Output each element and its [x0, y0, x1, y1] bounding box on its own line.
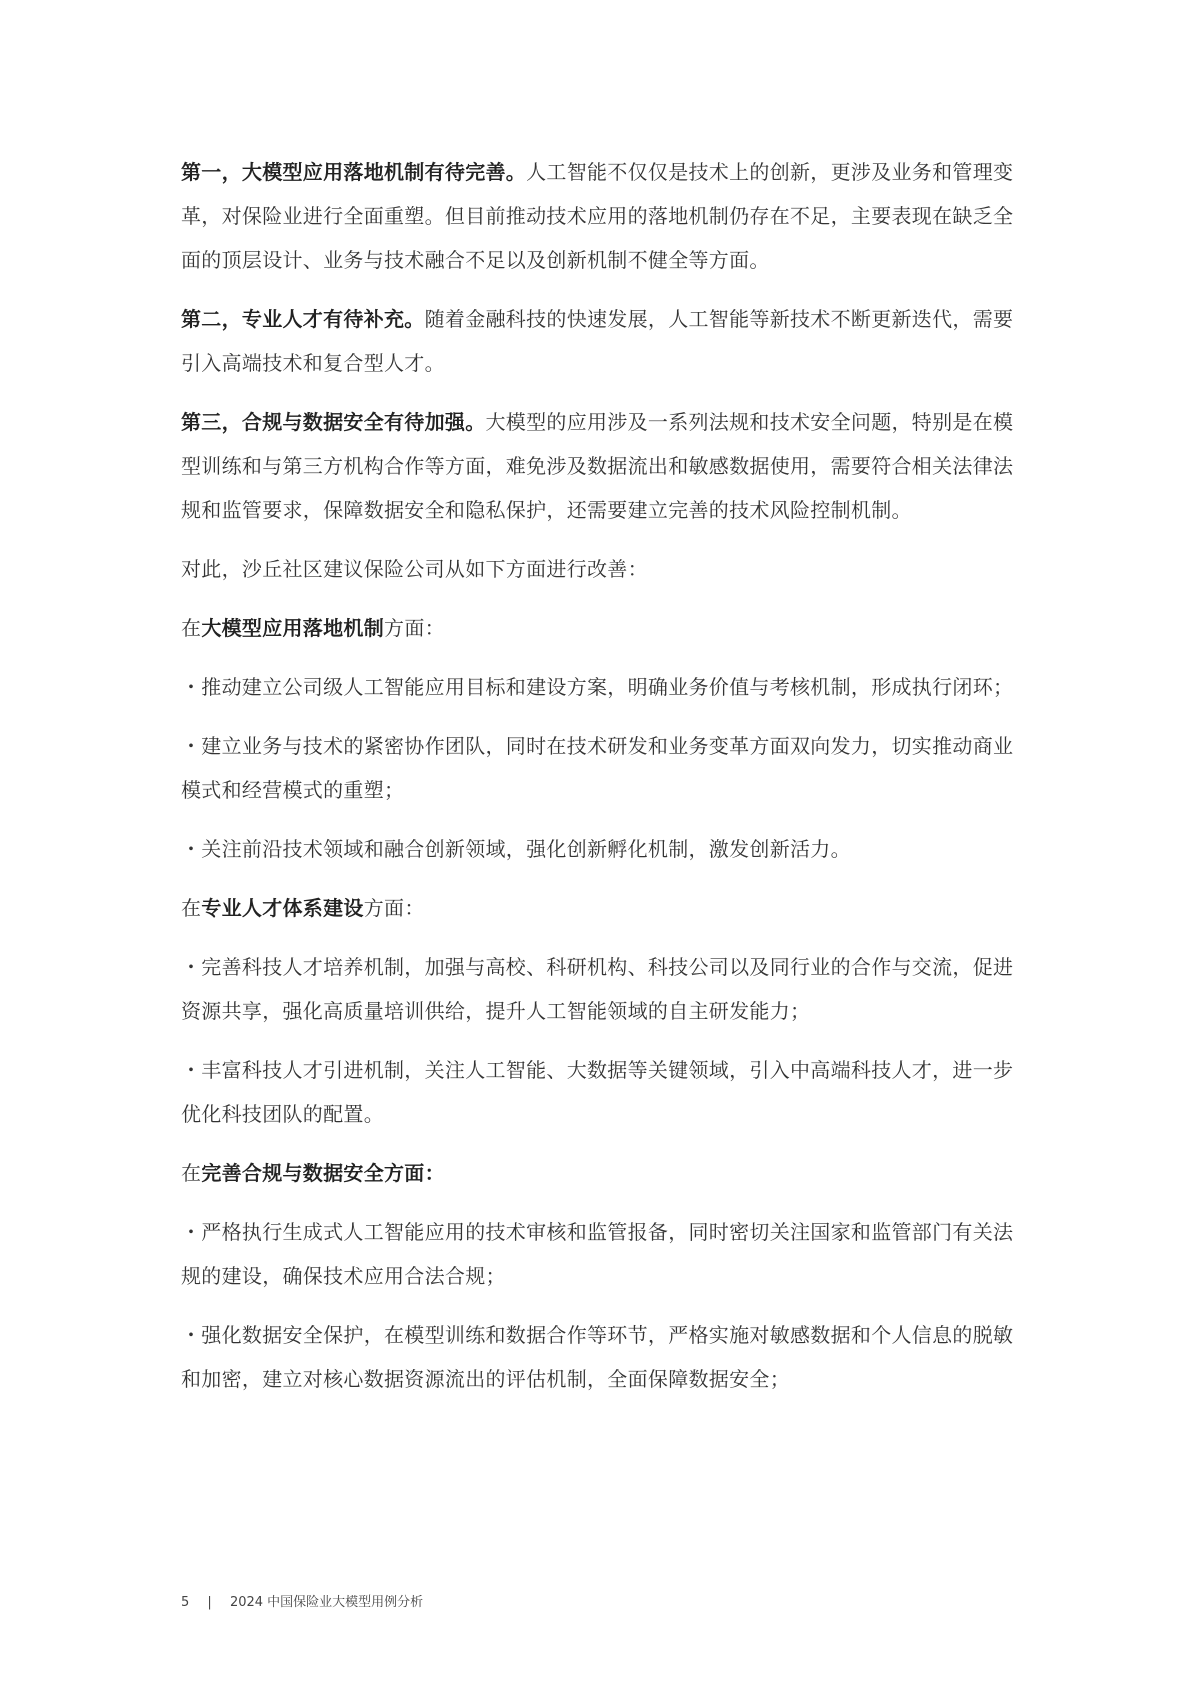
page-footer: [181, 1593, 423, 1613]
section-heading-mechanism: [181, 606, 1019, 650]
challenge-text-3: 大模型的应用涉及一系列法规和技术安全问题，特别是在模型训练和与第三方机构合作等方面，难免涉及数据流出和敏感数据使用，需要符合相关法律法规和监管要求，保障数据安全和隐私保护，还需要建立完善的技术风险控制机制。: [181, 410, 1014, 522]
bullet-item: ・推动建立公司级人工智能应用目标和建设方案，明确业务价值与考核机制，形成执行闭环；: [181, 675, 1014, 699]
recommendation-intro: 对此，沙丘社区建议保险公司从如下方面进行改善：: [181, 557, 648, 581]
bullet-item: ・完善科技人才培养机制，加强与高校、科研机构、科技公司以及同行业的合作与交流，促进资源共享，强化高质量培训供给，提升人工智能领域的自主研发能力；: [181, 955, 1014, 1023]
challenge-text-1: 人工智能不仅仅是技术上的创新，更涉及业务和管理变革，对保险业进行全面重塑。但目前推动技术应用的落地机制仍存在不足，主要表现在缺乏全面的顶层设计、业务与技术融合不足以及创新机制不健全等方面。: [181, 160, 1014, 272]
bullet-item: ・关注前沿技术领域和融合创新领域，强化创新孵化机制，激发创新活力。: [181, 837, 851, 861]
section-suffix: 方面：: [384, 616, 445, 640]
section-prefix: 在: [181, 896, 202, 920]
page-number: 5: [181, 1595, 190, 1610]
challenge-heading-1: 第一，大模型应用落地机制有待完善。: [181, 160, 527, 184]
section-keyword: 大模型应用落地机制: [201, 616, 385, 640]
footer-document-title: 2024 中国保险业大模型用例分析: [229, 1595, 424, 1610]
section-keyword: 专业人才体系建设: [201, 896, 364, 920]
challenge-paragraph-2: [181, 297, 1019, 385]
section-heading-compliance: [181, 1151, 1019, 1195]
footer-separator: |: [207, 1595, 212, 1610]
bullet-item: ・强化数据安全保护，在模型训练和数据合作等环节，严格实施对敏感数据和个人信息的脱敏和加密，建立对核心数据资源流出的评估机制，全面保障数据安全；: [181, 1323, 1014, 1391]
section-prefix: 在: [181, 616, 202, 640]
section-keyword: 完善合规与数据安全方面：: [201, 1161, 445, 1185]
bullet-item: ・丰富科技人才引进机制，关注人工智能、大数据等关键领域，引入中高端科技人才，进一步优化科技团队的配置。: [181, 1058, 1014, 1126]
document-body: [181, 150, 1019, 1416]
challenge-heading-2: 第二，专业人才有待补充。: [181, 307, 425, 331]
challenge-heading-3: 第三，合规与数据安全有待加强。: [181, 410, 486, 434]
section-suffix: 方面：: [363, 896, 425, 920]
bullet-item: ・建立业务与技术的紧密协作团队，同时在技术研发和业务变革方面双向发力，切实推动商业模式和经营模式的重塑；: [181, 734, 1014, 802]
challenge-paragraph-3: [181, 400, 1019, 532]
bullet-item: ・严格执行生成式人工智能应用的技术审核和监管报备，同时密切关注国家和监管部门有关法规的建设，确保技术应用合法合规；: [181, 1220, 1014, 1288]
section-prefix: 在: [181, 1161, 202, 1185]
challenge-text-2: 随着金融科技的快速发展，人工智能等新技术不断更新迭代，需要引入高端技术和复合型人才。: [181, 307, 1014, 375]
challenge-paragraph-1: [181, 150, 1019, 282]
section-heading-talent: [181, 886, 1019, 930]
